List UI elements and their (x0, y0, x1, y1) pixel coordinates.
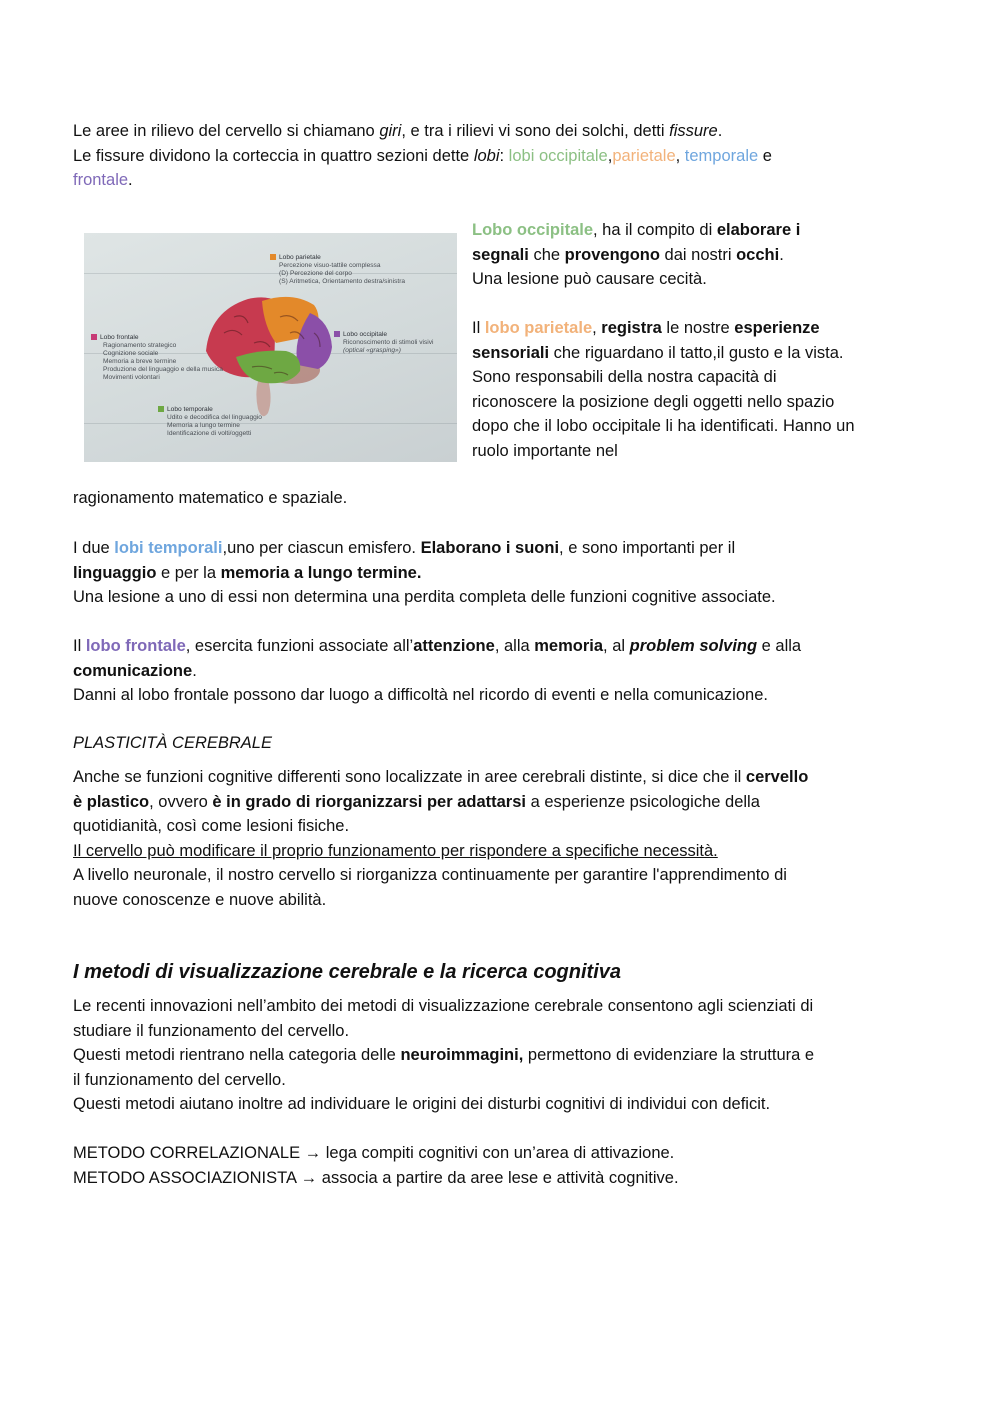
term-fissure: fissure (669, 122, 718, 140)
plasticita-heading: PLASTICITÀ CEREBRALE (73, 734, 272, 752)
temporale-paragraph: I due lobi temporali,uno per ciascun emisfero. Elaborano i suoni, e sono importanti per il linguaggio e per la memoria a lungo termine. Una lesione a uno di essi non determina una perdita completa delle funzioni cognitive associate. (73, 539, 776, 606)
occipitale-paragraph: Lobo occipitale, ha il compito di elaborare i segnali che provengono dai nostri occhi. Una lesione può causare cecità. (472, 221, 801, 288)
term-lobi: lobi (473, 146, 500, 165)
figure-label-occipitale: Lobo occipitale Riconoscimento di stimoli visivi (optical «grasping») (334, 331, 434, 355)
text: . (717, 122, 723, 140)
plasticita-section (73, 731, 953, 756)
temporale-title: lobi temporali (114, 539, 223, 557)
lobe-parietale-label: parietale (612, 146, 676, 165)
lobe-temporale-label: temporale (684, 146, 759, 165)
brain-lobes-figure (84, 233, 457, 462)
figure-label-temporale: Lobo temporale Udito e decodifica del linguaggio Memoria a lungo termine Identificazione di volti/oggetti (158, 406, 262, 438)
text: , (607, 146, 613, 165)
frontale-paragraph: Il lobo frontale, esercita funzioni associate all’attenzione, alla memoria, al problem solving e alla comunicazione. Danni al lobo frontale possono dar luogo a difficoltà nel ricordo di eventi e nella comunicazione. (73, 637, 802, 704)
text: : (499, 146, 509, 165)
text: Le fissure dividono la corteccia in quattro sezioni dette (73, 146, 474, 165)
lobe-occipitale-label: lobi occipitale (508, 146, 608, 165)
metodi-list (73, 1141, 953, 1190)
intro-line-1 (73, 119, 933, 144)
text: Le aree in rilievo del cervello si chiamano (73, 122, 380, 140)
plasticita-paragraph: Anche se funzioni cognitive differenti sono localizzate in aree cerebrali distinte, si dice che il cervello è plastico, ovvero è in grado di riorganizzarsi per adattarsi a esperienze psicologiche della quotidianità, così come lesioni fisiche. Il cervello può modificare il proprio funzionamento per rispondere a specifiche necessità. A livello neuronale, il nostro cervello si riorganizza continuamente per garantire l'apprendimento di nuove conoscenze e nuove abilità. (73, 765, 953, 912)
text: , e tra i rilievi vi sono dei solchi, detti (401, 122, 670, 140)
term-giri: giri (379, 122, 402, 140)
text: . (128, 171, 133, 189)
parietale-continuation: ragionamento matematico e spaziale. (73, 489, 348, 507)
metodo-correlazionale: METODO CORRELAZIONALE → lega compiti cognitivi con un’area di attivazione. (73, 1144, 675, 1162)
metodo-associazionista: METODO ASSOCIAZIONISTA → associa a partire da aree lese e attività cognitive. (73, 1168, 679, 1187)
parietale-title: lobo parietale (484, 319, 593, 337)
lobe-frontale-label: frontale (73, 171, 129, 189)
figure-label-frontale: Lobo frontale Ragionamento strategico Cognizione sociale Memoria a breve termine Produzione del linguaggio e della musica Movimenti volontari (91, 334, 223, 382)
intro-section (73, 119, 933, 193)
plasticita-key-sentence: Il cervello può modificare il proprio funzionamento per rispondere a specifiche necessità. (73, 841, 718, 860)
metodi-section (73, 958, 953, 986)
parietale-paragraph: Il lobo parietale, registra le nostre esperienze sensoriali che riguardano il tatto,il gusto e la vista. Sono responsabili della nostra capacità di riconoscere la posizione degli oggetti nello spazio dopo che il lobo occipitale li ha identificati. Hanno un ruolo importante nel (472, 319, 855, 460)
text: e (758, 146, 772, 165)
text: , (675, 146, 685, 165)
intro-line-2 (73, 144, 933, 193)
figure-label-parietale: Lobo parietale Percezione visuo-tattile complessa (D) Percezione del corpo (S) Aritmetica, Orientamento destra/sinistra (270, 254, 405, 286)
metodi-heading: I metodi di visualizzazione cerebrale e la ricerca cognitiva (73, 961, 621, 983)
frontale-title: lobo frontale (85, 637, 186, 655)
occipitale-title: Lobo occipitale (472, 221, 594, 239)
metodi-paragraph: Le recenti innovazioni nell’ambito dei metodi di visualizzazione cerebrale consentono agli scienziati di studiare il funzionamento del cervello. Questi metodi rientrano nella categoria delle neuroimmagini, permettono di evidenziare la struttura e il funzionamento del cervello. Questi metodi aiutano inoltre ad individuare le origini dei disturbi cognitivi di individui con deficit. (73, 997, 815, 1113)
